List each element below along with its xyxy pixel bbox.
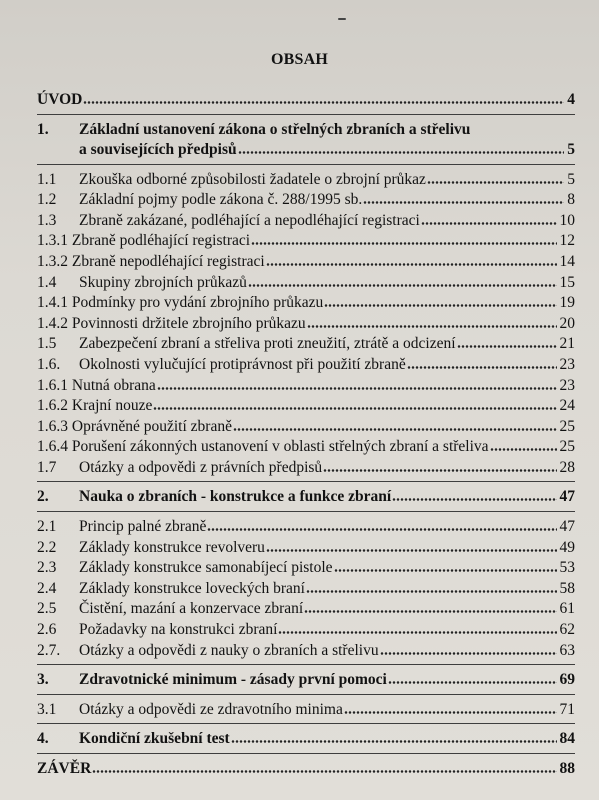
toc-entry-body <box>79 211 575 232</box>
toc-entry[interactable] <box>37 599 575 620</box>
toc-label: Otázky a odpovědi z nauky o zbraních a střelivu <box>79 641 379 659</box>
dot-leader <box>304 610 556 613</box>
toc-label: Zdravotnické minimum - zásady první pomoci <box>79 671 387 689</box>
toc-page-number: 25 <box>559 438 575 456</box>
toc-number: 1.3 <box>37 211 57 229</box>
toc-entry[interactable] <box>37 376 575 397</box>
toc-number: 1.2 <box>37 191 57 209</box>
toc-entry-body <box>79 641 575 662</box>
dot-leader <box>407 366 557 369</box>
dot-leader <box>266 549 557 552</box>
dot-leader <box>490 448 557 451</box>
toc-entry[interactable] <box>37 729 575 750</box>
toc-page-number: 53 <box>559 559 575 577</box>
top-mark <box>338 18 346 20</box>
toc-label: Základy konstrukce revolveru <box>79 538 265 556</box>
toc-entry[interactable] <box>37 355 575 376</box>
toc-divider <box>37 723 575 724</box>
dot-leader <box>344 711 557 714</box>
toc-entry[interactable] <box>37 273 575 294</box>
toc-number: 2.2 <box>37 538 57 556</box>
toc-entry-body <box>79 190 575 211</box>
toc-page-number: 25 <box>559 417 575 435</box>
toc-number: 3.1 <box>37 700 57 718</box>
toc-entry-body <box>79 670 575 691</box>
toc-label: 1.6.4 Porušení zákonných ustanovení v oblasti střelných zbraní a střeliva <box>37 438 489 456</box>
toc-label: Otázky a odpovědi z právních předpisů <box>79 458 323 476</box>
toc-entry[interactable] <box>37 538 575 559</box>
dot-leader <box>248 284 557 287</box>
dot-leader <box>380 652 557 655</box>
toc-entry-body <box>37 252 575 273</box>
toc-label: Otázky a odpovědi ze zdravotního minima <box>79 700 343 718</box>
toc-entry-body <box>79 355 575 376</box>
toc-number: 2.1 <box>37 518 57 536</box>
dot-leader <box>307 325 557 328</box>
toc-page-number: 20 <box>559 314 575 332</box>
toc-entry-body <box>79 334 575 355</box>
toc-divider <box>37 664 575 665</box>
toc-entry[interactable] <box>37 231 575 252</box>
toc-divider <box>37 164 575 165</box>
toc-entry-body <box>79 599 575 620</box>
dot-leader <box>238 151 565 154</box>
toc-entry[interactable] <box>37 396 575 417</box>
toc-label: a souvisejících předpisů <box>79 140 237 158</box>
toc-label: 1.3.2 Zbraně nepodléhající registraci <box>37 252 265 270</box>
toc-entry-body <box>79 538 575 559</box>
toc-page-number: 24 <box>559 397 575 415</box>
toc-label: 1.3.1 Zbraně podléhající registraci <box>37 232 251 250</box>
toc-entry[interactable] <box>37 90 575 111</box>
toc-number: 2.3 <box>37 559 57 577</box>
toc-entry[interactable] <box>37 458 575 479</box>
toc-number: 2. <box>37 488 49 506</box>
page-title: OBSAH <box>270 51 328 68</box>
toc-label: Zabezpečení zbraní a střeliva proti zneužití, ztrátě a odcizení <box>79 335 456 353</box>
toc-page-number: 23 <box>559 355 575 373</box>
toc-label: Princip palné zbraně <box>79 518 207 536</box>
toc-divider <box>37 114 575 115</box>
dot-leader <box>334 569 557 572</box>
bleed-through-text <box>300 17 590 50</box>
toc-label: 1.6.1 Nutná obrana <box>37 376 156 394</box>
toc-page-number: 5 <box>567 140 575 158</box>
dot-leader <box>83 101 564 104</box>
toc-entry-body <box>79 579 575 600</box>
toc-entry-body <box>79 517 575 538</box>
toc-entry[interactable] <box>37 487 575 508</box>
toc-label: Zbraně zakázané, podléhající a nepodléhající registraci <box>79 211 420 229</box>
toc-entry-body <box>37 417 575 438</box>
toc-entry-body <box>79 700 575 721</box>
toc-label: 1.4.1 Podmínky pro vydání zbrojního průkazu <box>37 294 324 312</box>
toc-entry[interactable] <box>37 700 575 721</box>
toc-page-number: 19 <box>559 294 575 312</box>
toc-page-number: 28 <box>559 458 575 476</box>
dot-leader <box>266 263 557 266</box>
toc-heading <box>37 120 575 140</box>
toc-entry[interactable] <box>37 437 575 458</box>
toc-entry-body <box>37 437 575 458</box>
toc-number: 2.6 <box>37 621 57 639</box>
toc-number: 2.7. <box>37 641 61 659</box>
toc-page-number: 12 <box>559 232 575 250</box>
toc-number: 1.5 <box>37 335 57 353</box>
toc-number: 2.5 <box>37 600 57 618</box>
toc-label: Požadavky na konstrukci zbraní <box>79 621 278 639</box>
toc-page-number: 5 <box>567 170 575 188</box>
toc-page-number: 14 <box>559 252 575 270</box>
toc-number: 1.7 <box>37 458 57 476</box>
toc-label: Okolnosti vylučující protiprávnost při použití zbraně <box>79 355 406 373</box>
toc-label: Kondiční zkušební test <box>79 730 230 748</box>
toc-page-number: 23 <box>559 376 575 394</box>
toc-entry[interactable] <box>37 558 575 579</box>
toc-entry[interactable] <box>37 670 575 691</box>
toc-entry-body <box>79 170 575 191</box>
toc-number: 2.4 <box>37 579 57 597</box>
toc-page-number: 71 <box>559 700 575 718</box>
toc-label: 1.6.3 Oprávněné použití zbraně <box>37 417 232 435</box>
toc-page-number: 62 <box>559 621 575 639</box>
dot-leader <box>306 590 557 593</box>
table-of-contents <box>37 90 575 780</box>
dot-leader <box>157 387 557 390</box>
toc-entry-body <box>79 120 575 140</box>
toc-divider <box>37 753 575 754</box>
dot-leader <box>388 681 557 684</box>
toc-label: Základní pojmy podle zákona č. 288/1995 sb. <box>79 191 363 209</box>
toc-entry[interactable] <box>37 252 575 273</box>
toc-entry[interactable] <box>37 170 575 191</box>
toc-entry-body <box>79 487 575 508</box>
toc-entry-body <box>37 293 575 314</box>
toc-number: 1.6. <box>37 355 61 373</box>
toc-entry[interactable] <box>37 293 575 314</box>
toc-entry[interactable] <box>37 211 575 232</box>
toc-entry-body <box>37 759 575 780</box>
dot-leader <box>457 345 557 348</box>
toc-entry-body <box>79 273 575 294</box>
dot-leader <box>421 222 557 225</box>
toc-entry-body <box>79 458 575 479</box>
toc-label: ÚVOD <box>37 91 83 108</box>
toc-label: Zkouška odborné způsobilosti žadatele o zbrojní průkaz <box>79 170 426 188</box>
dot-leader <box>207 528 556 531</box>
toc-number: 4. <box>37 730 49 748</box>
toc-number: 1.1 <box>37 170 57 188</box>
toc-entry[interactable] <box>37 517 575 538</box>
toc-label: Základy konstrukce loveckých braní <box>79 579 305 597</box>
toc-divider <box>37 511 575 512</box>
toc-number: 1.4 <box>37 273 57 291</box>
toc-entry[interactable] <box>37 620 575 641</box>
toc-page-number: 8 <box>567 191 575 209</box>
toc-label: Základy konstrukce samonabíjecí pistole <box>79 559 333 577</box>
toc-entry-body <box>37 231 575 252</box>
toc-page-number: 88 <box>559 760 575 778</box>
toc-entry-body <box>79 140 575 161</box>
toc-entry[interactable] <box>37 641 575 662</box>
toc-page-number: 10 <box>559 211 575 229</box>
toc-page-number: 47 <box>559 518 575 536</box>
toc-divider <box>37 694 575 695</box>
toc-entry[interactable] <box>37 759 575 780</box>
dot-leader <box>278 631 556 634</box>
dot-leader <box>323 469 556 472</box>
toc-number: 1. <box>37 120 49 138</box>
toc-label: Základní ustanovení zákona o střelných zbraních a střelivu <box>79 120 471 138</box>
toc-entry-body <box>79 558 575 579</box>
toc-page-number: 84 <box>559 730 575 748</box>
toc-page-number: 58 <box>559 579 575 597</box>
toc-page-number: 47 <box>559 488 575 506</box>
toc-entry[interactable] <box>37 417 575 438</box>
toc-label: Nauka o zbraních - konstrukce a funkce zbraní <box>79 488 392 506</box>
toc-entry[interactable] <box>37 140 575 161</box>
dot-leader <box>92 770 556 773</box>
toc-entry[interactable] <box>37 334 575 355</box>
toc-page-number: 61 <box>559 600 575 618</box>
dot-leader <box>153 407 556 410</box>
toc-page-number: 4 <box>567 91 575 108</box>
toc-page-number: 69 <box>559 671 575 689</box>
dot-leader <box>231 740 557 743</box>
toc-divider <box>37 481 575 482</box>
toc-entry-body <box>37 376 575 397</box>
toc-entry-body <box>79 729 575 750</box>
toc-label: ZÁVĚR <box>37 760 92 778</box>
toc-entry-body <box>37 314 575 335</box>
toc-page-number: 63 <box>559 641 575 659</box>
toc-entry-body <box>37 396 575 417</box>
dot-leader <box>363 201 564 204</box>
toc-entry[interactable] <box>37 579 575 600</box>
dot-leader <box>251 242 556 245</box>
toc-label: Čistění, mazání a konzervace zbraní <box>79 600 304 618</box>
toc-entry[interactable] <box>37 314 575 335</box>
dot-leader <box>324 304 556 307</box>
dot-leader <box>427 181 564 184</box>
toc-entry-body <box>79 620 575 641</box>
toc-page-number: 49 <box>559 538 575 556</box>
toc-label: Skupiny zbrojních průkazů <box>79 273 247 291</box>
toc-page-number: 21 <box>559 335 575 353</box>
toc-entry[interactable] <box>37 190 575 211</box>
toc-label: 1.4.2 Povinnosti držitele zbrojního průkazu <box>37 314 306 332</box>
toc-entry-body <box>37 90 575 111</box>
dot-leader <box>392 498 556 501</box>
dot-leader <box>233 428 557 431</box>
toc-number: 3. <box>37 671 49 689</box>
toc-page-number: 15 <box>559 273 575 291</box>
toc-label: 1.6.2 Krajní nouze <box>37 397 153 415</box>
